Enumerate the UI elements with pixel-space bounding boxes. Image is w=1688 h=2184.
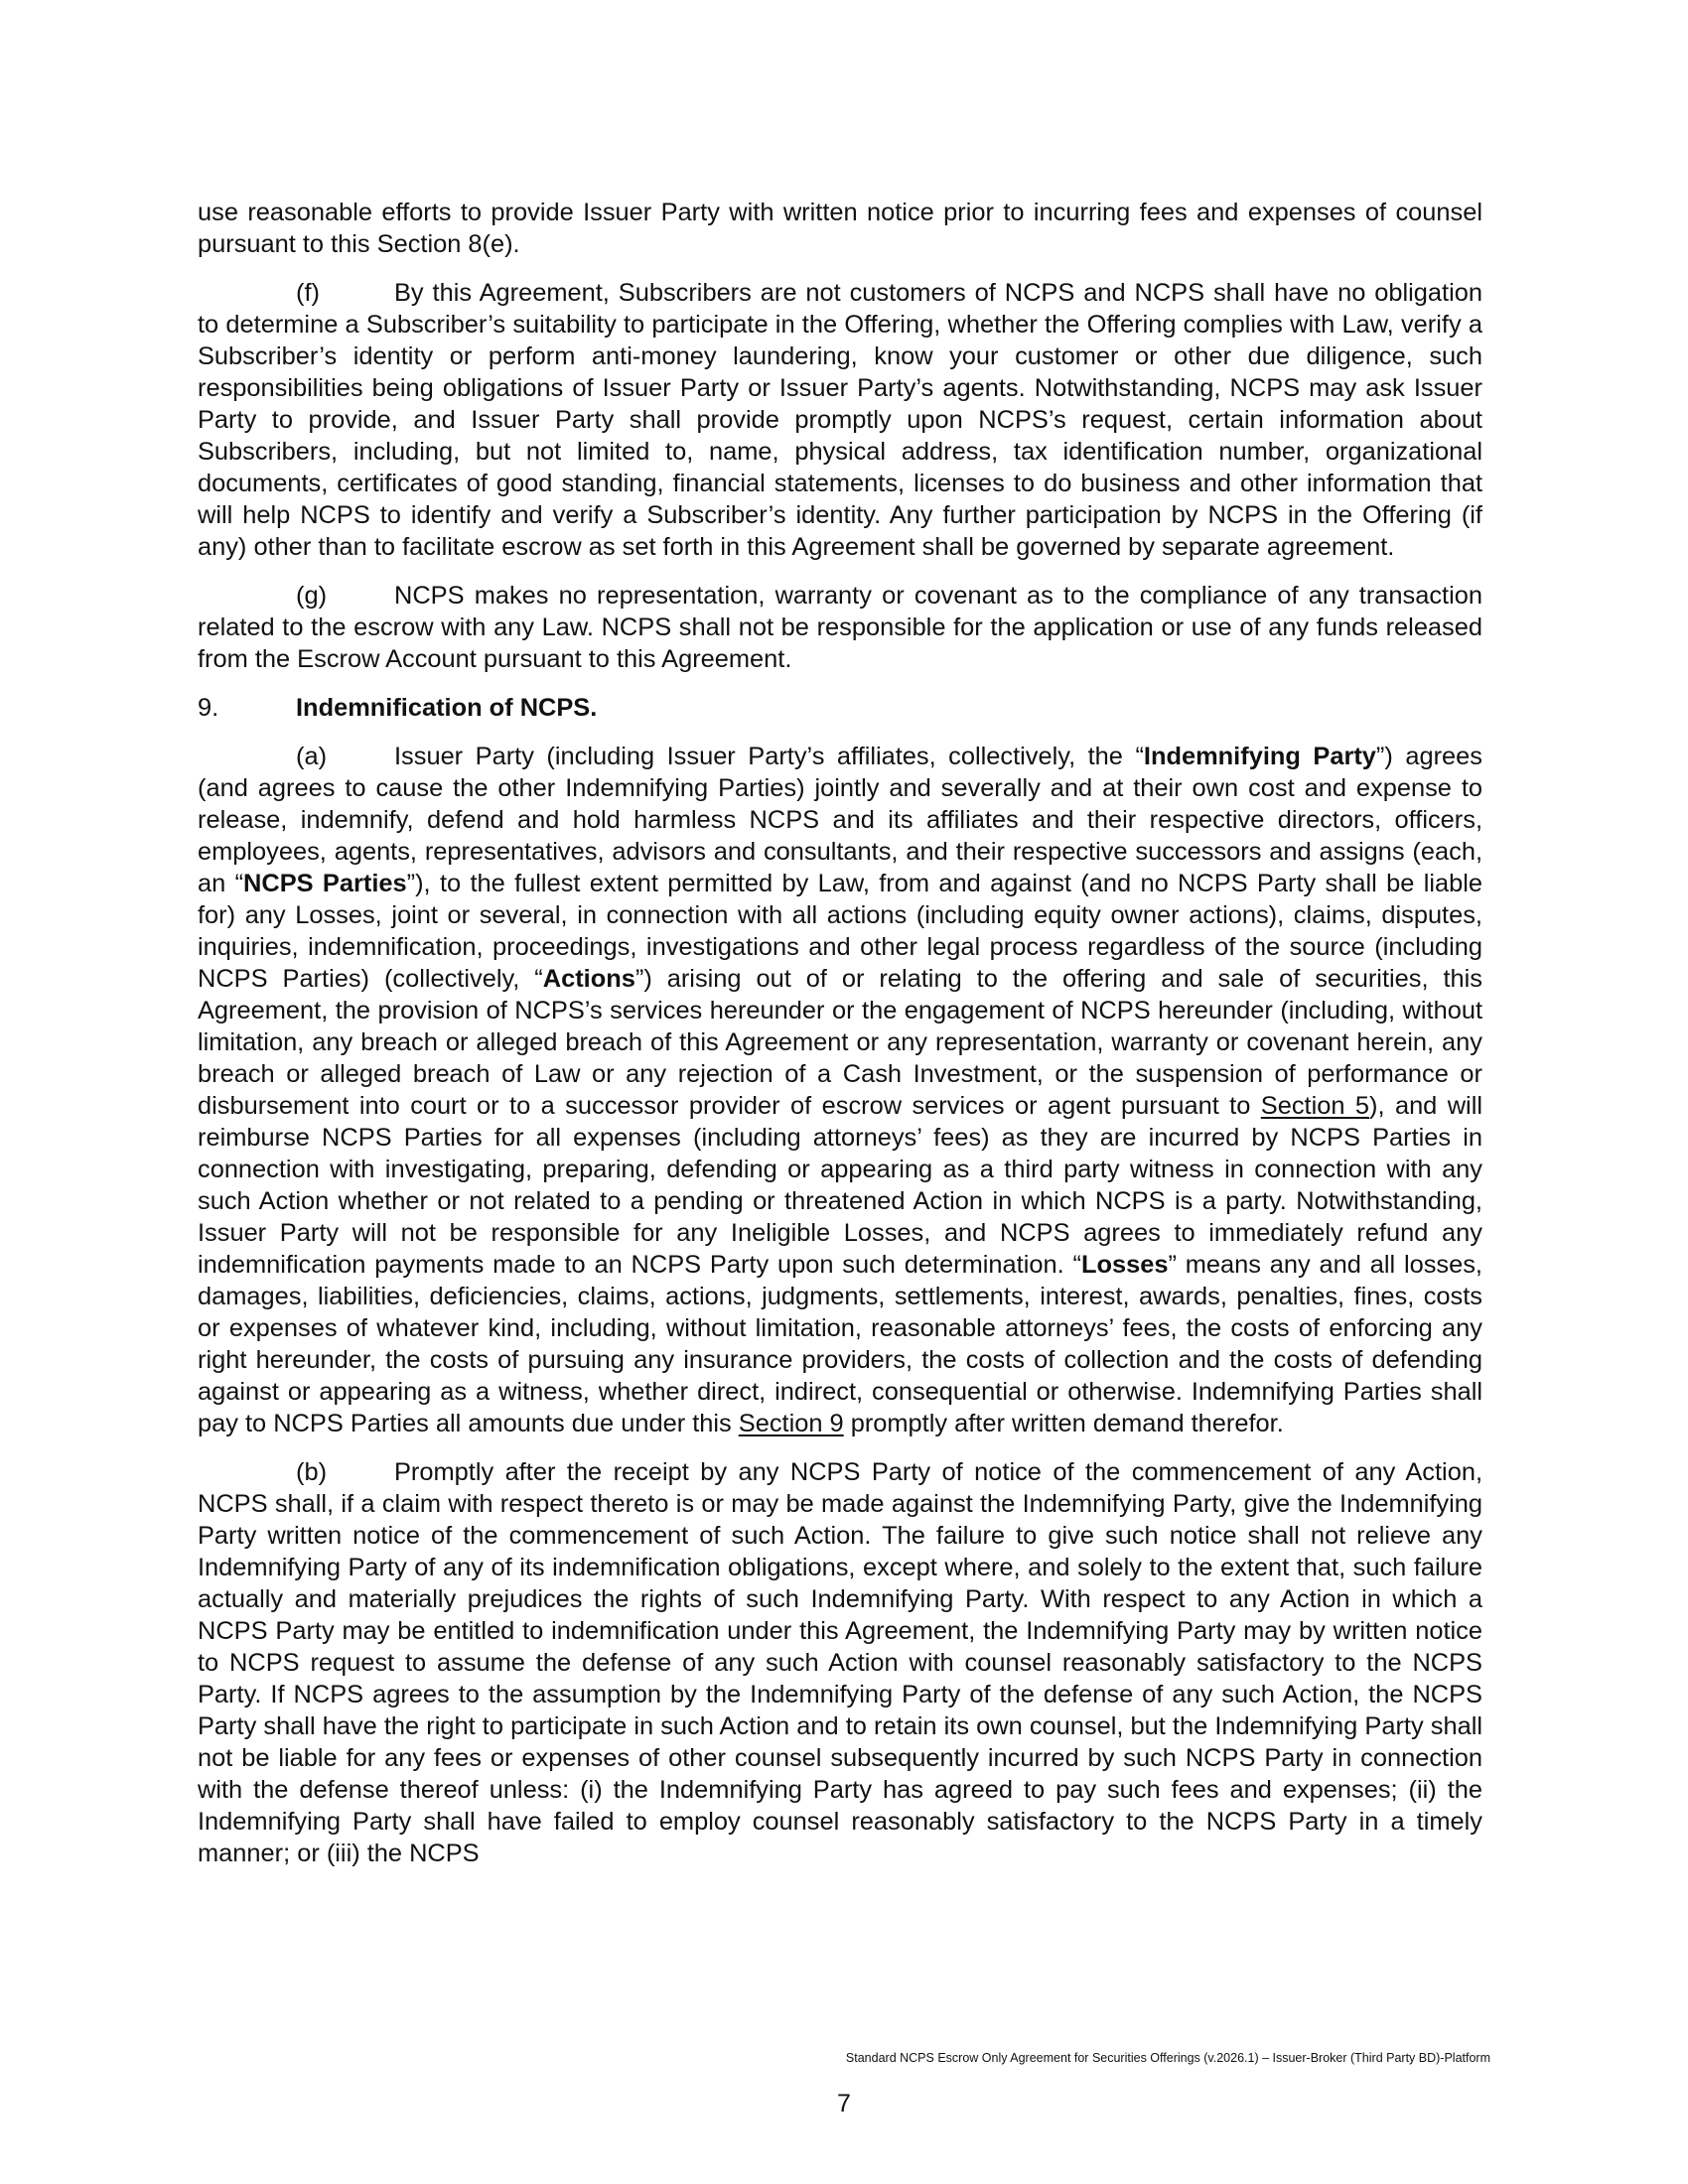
section-reference: Section 9 (738, 1410, 844, 1437)
text-run: ” means any and all losses, damages, liabilities, deficiencies, claims, actions, judgments, settlements, interest, awards, penalties, fines, costs or expenses of whatever kind, including, without limitation, reasonable attorneys’ fees, the costs of enforcing any right hereunder, the costs of pursuing any insurance providers, the costs of collection and the costs of defending against or appearing as a witness, whether direct, indirect, consequential or otherwise. Indemnifying Parties shall pay to NCPS Parties all amounts due under this (198, 1251, 1482, 1437)
text-run: Issuer Party (including Issuer Party’s affiliates, collectively, the “ (394, 743, 1144, 770)
paragraph-f (198, 277, 1482, 563)
section-title: Indemnification of NCPS. (296, 694, 598, 722)
paragraph-label: (b) (296, 1458, 328, 1486)
defined-term: Indemnifying Party (1143, 743, 1376, 770)
text-run: ”) agrees (and agrees to cause the other Indemnifying Parties) jointly and severally and at their own cost and expense to release, indemnify, defend and hold harmless NCPS and its affiliates and their respective directors, officers, employees, agents, representatives, advisors and consultants, and their respective successors and assigns (each, an “ (198, 743, 1482, 897)
paragraph-9a (198, 741, 1482, 1439)
defined-term: Actions (542, 965, 635, 993)
page-number: 7 (837, 2090, 851, 2117)
text-run: ”) arising out of or relating to the offering and sale of securities, this Agreement, the provision of NCPS’s services hereunder or the engagement of NCPS hereunder (including, without limitation, any breach or alleged breach of this Agreement or any representation, warranty or covenant herein, any breach or alleged breach of Law or any rejection of a Cash Investment, or the suspension of performance or disbursement into court or to a successor provider of escrow services or agent pursuant to (198, 965, 1482, 1120)
paragraph-9b (198, 1456, 1482, 1869)
paragraph-text: By this Agreement, Subscribers are not customers of NCPS and NCPS shall have no obligation to determine a Subscriber’s suitability to participate in the Offering, whether the Offering complies with Law, verify a Subscriber’s identity or perform anti-money laundering, know your customer or other due diligence, such responsibilities being obligations of Issuer Party or Issuer Party’s agents. Notwithstanding, NCPS may ask Issuer Party to provide, and Issuer Party shall provide promptly upon NCPS’s request, certain information about Subscribers, including, but not limited to, name, physical address, tax identification number, organizational documents, certificates of good standing, financial statements, licenses to do business and other information that will help NCPS to identify and verify a Subscriber’s identity. Any further participation by NCPS in the Offering (if any) other than to facilitate escrow as set forth in this Agreement shall be governed by separate agreement. (198, 279, 1482, 561)
paragraph-g (198, 580, 1482, 675)
defined-term: Losses (1080, 1251, 1169, 1279)
paragraph-label: (a) (296, 743, 328, 770)
paragraph-text: Promptly after the receipt by any NCPS Party of notice of the commencement of any Action, NCPS shall, if a claim with respect thereto is or may be made against the Indemnifying Party, give the Indemnifying Party written notice of the commencement of such Action. The failure to give such notice shall not relieve any Indemnifying Party of any of its indemnification obligations, except where, and solely to the extent that, such failure actually and materially prejudices the rights of such Indemnifying Party. With respect to any Action in which a NCPS Party may be entitled to indemnification under this Agreement, the Indemnifying Party may by written notice to NCPS request to assume the defense of any such Action with counsel reasonably satisfactory to the NCPS Party. If NCPS agrees to the assumption by the Indemnifying Party of the defense of any such Action, the NCPS Party shall have the right to participate in such Action and to retain its own counsel, but the Indemnifying Party shall not be liable for any fees or expenses of other counsel subsequently incurred by such NCPS Party in connection with the defense thereof unless: (i) the Indemnifying Party has agreed to pay such fees and expenses; (ii) the Indemnifying Party shall have failed to employ counsel reasonably satisfactory to the NCPS Party in a timely manner; or (iii) the NCPS (198, 1458, 1482, 1867)
paragraph-label: (f) (296, 279, 320, 307)
document-body (198, 197, 1482, 1886)
defined-term: NCPS Parties (243, 870, 407, 897)
paragraph-text: NCPS makes no representation, warranty or covenant as to the compliance of any transaction related to the escrow with any Law. NCPS shall not be responsible for the application or use of any funds released from the Escrow Account pursuant to this Agreement. (198, 582, 1482, 673)
paragraph-continuation (198, 197, 1482, 260)
text-run: promptly after written demand therefor. (843, 1410, 1284, 1437)
paragraph-text: use reasonable efforts to provide Issuer Party with written notice prior to incurring fees and expenses of counsel pursuant to this Section 8(e). (198, 199, 1482, 258)
footer-text: Standard NCPS Escrow Only Agreement for Securities Offerings (v.2026.1) – Issuer-Broker (Third Party BD)-Platform (845, 2051, 1490, 2065)
section-number: 9. (198, 694, 219, 722)
paragraph-label: (g) (296, 582, 328, 610)
text-run: ), and will reimburse NCPS Parties for all expenses (including attorneys’ fees) as they are incurred by NCPS Parties in connection with investigating, preparing, defending or appearing as a third party witness in connection with any such Action whether or not related to a pending or threatened Action in which NCPS is a party. Notwithstanding, Issuer Party will not be responsible for any Ineligible Losses, and NCPS agrees to immediately refund any indemnification payments made to an NCPS Party upon such determination. “ (198, 1092, 1482, 1279)
section-reference: Section 5 (1260, 1092, 1370, 1120)
section-heading (198, 692, 1482, 724)
text-run: ”), to the fullest extent permitted by Law, from and against (and no NCPS Party shall be liable for) any Losses, joint or several, in connection with all actions (including equity owner actions), claims, disputes, inquiries, indemnification, proceedings, investigations and other legal process regardless of the source (including NCPS Parties) (collectively, “ (198, 870, 1482, 993)
